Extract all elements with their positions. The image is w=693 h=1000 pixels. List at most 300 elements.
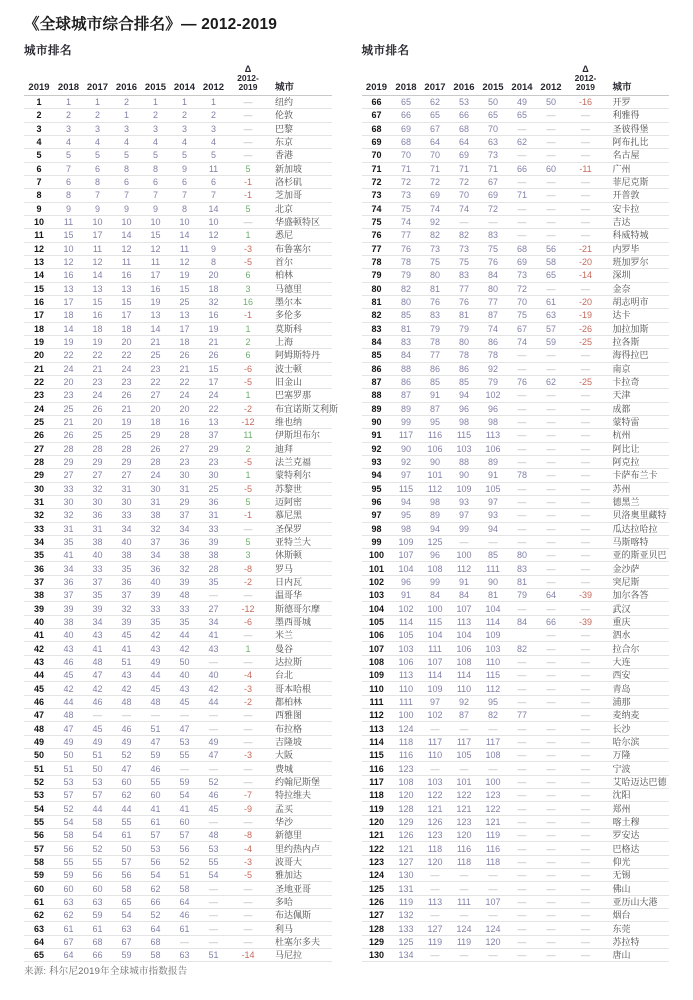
year-rank-cell: 19	[208, 323, 219, 334]
year-rank-cell: —	[430, 723, 440, 734]
delta-cell: —	[581, 576, 590, 587]
city-cell: 伦敦	[275, 110, 294, 121]
table-row	[24, 123, 332, 136]
year-rank-cell: 55	[63, 856, 74, 867]
year-rank-cell: —	[546, 443, 556, 454]
year-rank-cell: 94	[429, 523, 440, 534]
rank-cell: 98	[371, 523, 382, 534]
year-rank-cell: 52	[121, 750, 132, 761]
year-rank-cell: 40	[208, 670, 219, 681]
year-rank-cell: 87	[487, 310, 498, 321]
year-rank-cell: 81	[400, 323, 411, 334]
city-cell: 悉尼	[275, 230, 294, 241]
year-rank-cell: 35	[208, 576, 219, 587]
year-rank-cell: 47	[63, 723, 74, 734]
rank-cell: 85	[371, 350, 382, 361]
year-rank-cell: 32	[63, 510, 74, 521]
year-rank-cell: 24	[92, 390, 103, 401]
table-row	[362, 136, 670, 149]
table-row	[24, 109, 332, 122]
year-rank-cell: —	[517, 843, 527, 854]
year-rank-cell: —	[209, 656, 218, 667]
section-label: 城市排名	[361, 45, 410, 57]
delta-cell: —	[581, 830, 590, 841]
delta-cell: 5	[245, 497, 251, 507]
year-rank-cell: 64	[458, 137, 469, 148]
year-rank-cell: 73	[400, 190, 411, 201]
year-rank-cell: 89	[429, 510, 440, 521]
year-rank-cell: 101	[456, 776, 472, 787]
delta-cell: 16	[242, 297, 253, 308]
year-rank-cell: 118	[485, 856, 501, 867]
rank-cell: 114	[369, 736, 384, 747]
year-rank-cell: 18	[179, 337, 190, 348]
year-rank-cell: 9	[152, 203, 158, 214]
year-rank-cell: 108	[427, 563, 443, 574]
year-rank-cell: 19	[121, 417, 132, 428]
table-row	[362, 443, 670, 456]
year-rank-cell: 24	[63, 363, 74, 374]
year-rank-cell: —	[546, 550, 556, 561]
year-rank-cell: —	[546, 830, 556, 841]
year-rank-cell: 8	[94, 177, 100, 188]
year-rank-cell: —	[546, 417, 556, 428]
year-rank-cell: 9	[123, 203, 129, 214]
year-rank-cell: 63	[92, 896, 103, 907]
year-rank-cell: 103	[427, 776, 443, 787]
year-rank-cell: 32	[150, 523, 161, 534]
delta-cell: —	[243, 137, 253, 148]
year-rank-cell: 16	[150, 283, 161, 294]
table-row	[362, 109, 670, 122]
rank-cell: 43	[33, 656, 44, 667]
year-rank-cell: 69	[400, 123, 411, 134]
year-rank-cell: 61	[121, 830, 132, 841]
year-rank-cell: 14	[63, 323, 74, 334]
city-cell: 阿姆斯特丹	[275, 350, 321, 361]
year-rank-cell: 70	[487, 123, 498, 134]
rank-cell: 108	[368, 656, 385, 667]
city-cell: 巴格达	[612, 843, 640, 854]
year-rank-cell: 125	[427, 536, 443, 547]
year-rank-cell: 75	[516, 310, 527, 321]
year-rank-cell: 39	[121, 616, 132, 627]
year-rank-cell: 8	[181, 203, 187, 214]
year-rank-cell: 110	[427, 750, 443, 761]
year-rank-cell: 41	[63, 550, 74, 561]
year-rank-cell: 53	[63, 776, 74, 787]
year-rank-cell: 107	[398, 550, 414, 561]
delta-cell: —	[581, 883, 590, 894]
table-row	[362, 203, 670, 216]
year-rank-cell: 57	[121, 856, 132, 867]
year-rank-cell: 3	[210, 123, 216, 134]
rank-cell: 38	[33, 590, 44, 601]
table-row	[362, 589, 670, 602]
rank-cell: 10	[33, 217, 44, 228]
year-rank-cell: —	[546, 790, 556, 801]
year-rank-cell: 98	[429, 497, 440, 507]
year-rank-cell: 29	[150, 430, 161, 441]
delta-cell: 2	[245, 337, 251, 348]
year-rank-cell: 64	[429, 137, 440, 148]
table-row	[362, 229, 670, 242]
year-rank-cell: 43	[63, 643, 74, 654]
year-rank-cell: 27	[208, 603, 219, 614]
year-rank-cell: 33	[150, 603, 161, 614]
year-rank-cell: 17	[150, 270, 161, 281]
year-rank-cell: 99	[429, 576, 440, 587]
year-rank-cell: 53	[458, 97, 469, 108]
table-row	[24, 949, 332, 962]
year-rank-cell: 48	[121, 696, 132, 707]
year-rank-cell: 119	[485, 830, 501, 841]
year-rank-cell: 1	[94, 97, 100, 108]
year-rank-cell: —	[546, 483, 556, 494]
table-row	[24, 189, 332, 202]
year-rank-cell: 26	[208, 350, 219, 361]
rank-cell: 5	[36, 150, 42, 161]
year-rank-cell: 18	[150, 417, 161, 428]
year-rank-cell: 105	[485, 483, 501, 494]
table-row	[24, 203, 332, 216]
table-row	[362, 283, 670, 296]
delta-cell: 2	[245, 443, 251, 454]
year-rank-cell: 70	[429, 150, 440, 161]
year-rank-cell: 33	[179, 603, 190, 614]
table-row	[24, 856, 332, 869]
table-row	[362, 749, 670, 762]
year-rank-cell: 109	[485, 630, 501, 641]
year-rank-cell: 23	[179, 457, 190, 468]
year-rank-cell: —	[209, 936, 218, 947]
year-rank-cell: —	[517, 123, 527, 134]
year-rank-cell: 39	[208, 536, 219, 547]
table-row	[362, 802, 670, 815]
rank-cell: 105	[368, 616, 385, 627]
year-rank-cell: 128	[398, 803, 414, 814]
year-rank-cell: 33	[92, 563, 103, 574]
year-rank-cell: 108	[485, 750, 501, 761]
year-rank-cell: 90	[487, 576, 498, 587]
year-rank-cell: 53	[179, 736, 190, 747]
city-cell: 亚历山大港	[612, 896, 658, 907]
delta-cell: —	[581, 417, 590, 428]
year-rank-cell: 30	[63, 497, 74, 507]
city-cell: 重庆	[612, 616, 631, 627]
year-rank-cell: 64	[179, 896, 190, 907]
city-cell: 里约热内卢	[275, 843, 321, 854]
year-rank-cell: 33	[63, 483, 74, 494]
year-rank-cell: 25	[208, 483, 219, 494]
table-row	[24, 896, 332, 909]
rank-cell: 73	[371, 190, 382, 201]
city-cell: 大连	[612, 656, 631, 667]
rank-cell: 95	[371, 483, 382, 494]
city-cell: 首尔	[275, 257, 294, 268]
year-rank-cell: 49	[121, 736, 132, 747]
year-rank-cell: 116	[427, 430, 443, 441]
year-rank-cell: —	[546, 123, 556, 134]
year-rank-cell: 73	[487, 150, 498, 161]
delta-cell: -3	[243, 683, 252, 694]
delta-cell: 3	[245, 283, 251, 294]
year-rank-cell: 4	[123, 137, 129, 148]
city-cell: 台北	[275, 670, 294, 681]
rank-cell: 69	[371, 137, 382, 148]
delta-cell: -3	[243, 750, 252, 761]
table-row	[24, 656, 332, 669]
year-rank-cell: 81	[487, 590, 498, 601]
rank-cell: 96	[371, 497, 382, 507]
table-row	[24, 349, 332, 362]
year-rank-cell: 45	[179, 696, 190, 707]
year-rank-cell: —	[459, 870, 469, 881]
rank-cell: 57	[33, 843, 44, 854]
delta-cell: -26	[578, 323, 592, 334]
year-rank-cell: —	[517, 950, 527, 961]
year-rank-cell: 70	[458, 190, 469, 201]
year-rank-cell: 47	[179, 723, 190, 734]
delta-cell: —	[243, 217, 253, 228]
year-rank-cell: 59	[179, 776, 190, 787]
table-row	[24, 309, 332, 322]
year-rank-cell: 119	[456, 936, 472, 947]
year-rank-cell: 9	[181, 163, 187, 174]
year-rank-cell: 17	[208, 377, 219, 388]
rank-cell: 76	[371, 230, 382, 241]
year-rank-cell: 81	[429, 283, 440, 294]
delta-cell: —	[581, 776, 590, 787]
delta-cell: —	[581, 696, 590, 707]
table-row	[362, 896, 670, 909]
year-rank-cell: 56	[179, 843, 190, 854]
year-rank-cell: 34	[92, 616, 103, 627]
city-cell: 佛山	[612, 883, 631, 894]
year-rank-cell: 115	[398, 483, 414, 494]
year-rank-cell: 67	[121, 936, 132, 947]
year-rank-cell: 1	[210, 97, 216, 108]
year-rank-cell: —	[517, 750, 527, 761]
table-row	[362, 576, 670, 589]
year-rank-cell: —	[180, 936, 189, 947]
year-rank-cell: 75	[429, 257, 440, 268]
year-rank-cell: —	[517, 763, 527, 774]
year-rank-cell: 58	[92, 816, 103, 827]
table-row	[362, 523, 670, 536]
year-rank-cell: 85	[400, 310, 411, 321]
year-rank-cell: 27	[63, 470, 74, 481]
year-rank-cell: —	[546, 870, 556, 881]
delta-cell: —	[581, 497, 590, 507]
delta-cell: 5	[245, 203, 251, 214]
year-rank-cell: 59	[92, 910, 103, 921]
year-rank-cell: 121	[427, 803, 443, 814]
ranking-table-left	[24, 42, 339, 962]
year-rank-cell: 92	[487, 363, 498, 374]
year-rank-cell: 56	[92, 870, 103, 881]
year-rank-cell: 55	[150, 776, 161, 787]
delta-cell: -8	[243, 830, 252, 841]
rank-cell: 33	[33, 523, 44, 534]
year-rank-cell: 39	[179, 576, 190, 587]
year-rank-cell: 95	[429, 417, 440, 428]
year-rank-cell: 63	[63, 896, 74, 907]
delta-cell: -11	[579, 163, 592, 174]
year-rank-cell: 92	[400, 457, 411, 468]
year-rank-cell: 58	[121, 883, 132, 894]
city-cell: 吉隆坡	[275, 736, 303, 747]
city-cell: 圣彼得堡	[612, 123, 649, 134]
year-rank-cell: 113	[485, 430, 501, 441]
year-rank-cell: 51	[150, 723, 161, 734]
rank-cell: 93	[371, 457, 382, 468]
year-rank-cell: 94	[458, 390, 469, 401]
rank-cell: 112	[369, 710, 384, 721]
year-rank-cell: 100	[485, 776, 501, 787]
year-rank-cell: 34	[121, 523, 132, 534]
year-rank-cell: 67	[63, 936, 74, 947]
year-rank-cell: 80	[400, 297, 411, 308]
year-rank-cell: —	[517, 776, 527, 787]
delta-cell: 1	[245, 323, 251, 334]
year-rank-cell: 95	[400, 510, 411, 521]
year-rank-cell: 57	[92, 790, 103, 801]
year-rank-cell: 7	[210, 190, 216, 201]
year-rank-cell: 7	[152, 190, 158, 201]
year-rank-cell: —	[517, 670, 527, 681]
year-rank-cell: 46	[179, 910, 190, 921]
rank-cell: 123	[368, 856, 385, 867]
year-rank-cell: —	[517, 230, 527, 241]
city-cell: 东京	[275, 137, 294, 148]
year-rank-cell: 8	[152, 163, 158, 174]
rank-cell: 12	[33, 243, 44, 254]
year-rank-cell: 2	[94, 110, 100, 121]
table-row	[362, 349, 670, 362]
rank-cell: 127	[368, 910, 385, 921]
city-cell: 华沙	[275, 816, 294, 827]
delta-cell: -4	[243, 670, 252, 681]
year-rank-cell: 54	[92, 830, 103, 841]
year-rank-cell: 130	[398, 870, 414, 881]
delta-cell: -2	[243, 696, 252, 707]
year-rank-cell: 46	[92, 696, 103, 707]
table-row	[24, 509, 332, 522]
year-rank-cell: 20	[150, 403, 161, 414]
year-rank-cell: —	[517, 430, 527, 441]
year-rank-cell: 103	[456, 443, 472, 454]
rank-cell: 119	[369, 803, 384, 814]
year-rank-cell: 78	[516, 470, 527, 481]
year-rank-cell: 32	[208, 297, 219, 308]
year-rank-cell: 15	[179, 283, 190, 294]
rank-cell: 128	[368, 923, 385, 934]
year-rank-cell: 16	[208, 310, 219, 321]
year-rank-cell: 123	[485, 790, 501, 801]
year-rank-cell: 35	[92, 590, 103, 601]
rank-cell: 47	[33, 710, 44, 721]
year-rank-cell: —	[546, 816, 556, 827]
year-rank-cell: 71	[400, 163, 411, 174]
year-rank-cell: —	[546, 190, 556, 201]
year-rank-cell: 109	[398, 536, 414, 547]
delta-cell: -16	[578, 97, 592, 108]
city-cell: 万隆	[612, 750, 631, 761]
year-rank-cell: 11	[179, 243, 190, 254]
delta-cell: —	[581, 763, 590, 774]
delta-cell: 6	[245, 270, 251, 281]
table-row	[362, 776, 670, 789]
year-rank-cell: 29	[92, 457, 103, 468]
delta-cell: -20	[578, 257, 592, 268]
year-rank-cell: 43	[179, 683, 190, 694]
year-rank-cell: 50	[63, 750, 74, 761]
year-rank-cell: 3	[123, 123, 129, 134]
rank-cell: 29	[33, 470, 44, 481]
table-row	[24, 96, 332, 109]
year-rank-cell: —	[517, 803, 527, 814]
year-rank-cell: 32	[121, 603, 132, 614]
year-rank-cell: —	[517, 203, 527, 214]
year-rank-cell: 71	[516, 190, 527, 201]
delta-cell: -2	[243, 576, 252, 587]
year-rank-cell: 81	[458, 310, 469, 321]
year-rank-cell: 57	[179, 830, 190, 841]
delta-cell: —	[243, 590, 253, 601]
year-rank-cell: 44	[121, 803, 132, 814]
table-row	[362, 429, 670, 442]
year-rank-cell: 76	[458, 297, 469, 308]
year-rank-cell: 41	[179, 803, 190, 814]
year-rank-cell: 37	[63, 590, 74, 601]
delta-cell: -6	[243, 616, 252, 627]
year-rank-cell: 10	[150, 217, 161, 228]
city-cell: 布鲁塞尔	[275, 243, 312, 254]
year-rank-cell: —	[517, 177, 527, 188]
table-row	[24, 749, 332, 762]
table-row	[24, 229, 332, 242]
year-rank-cell: 115	[456, 430, 472, 441]
city-cell: 哥本哈根	[275, 683, 312, 694]
year-rank-cell: —	[488, 910, 498, 921]
delta-cell: —	[581, 710, 590, 721]
year-rank-cell: 120	[485, 936, 501, 947]
delta-cell: -1	[243, 310, 252, 321]
rank-cell: 81	[371, 297, 382, 308]
year-rank-cell: 92	[458, 696, 469, 707]
year-rank-cell: 46	[150, 763, 161, 774]
table-row	[362, 323, 670, 336]
year-rank-cell: 35	[179, 616, 190, 627]
year-rank-cell: 8	[123, 163, 129, 174]
year-rank-cell: 107	[427, 656, 443, 667]
delta-cell: 5	[245, 536, 251, 547]
city-cell: 武汉	[612, 603, 631, 614]
year-rank-cell: 84	[487, 270, 498, 281]
year-rank-cell: 116	[398, 750, 414, 761]
year-rank-cell: —	[546, 470, 556, 481]
table-body	[24, 96, 339, 962]
year-rank-cell: —	[517, 363, 527, 374]
city-cell: 约翰尼斯堡	[275, 776, 321, 787]
year-rank-cell: 109	[427, 683, 443, 694]
delta-cell: —	[243, 110, 253, 121]
rank-cell: 110	[369, 683, 384, 694]
delta-cell: —	[581, 363, 590, 374]
year-rank-cell: 111	[399, 696, 413, 707]
delta-cell: —	[581, 563, 590, 574]
